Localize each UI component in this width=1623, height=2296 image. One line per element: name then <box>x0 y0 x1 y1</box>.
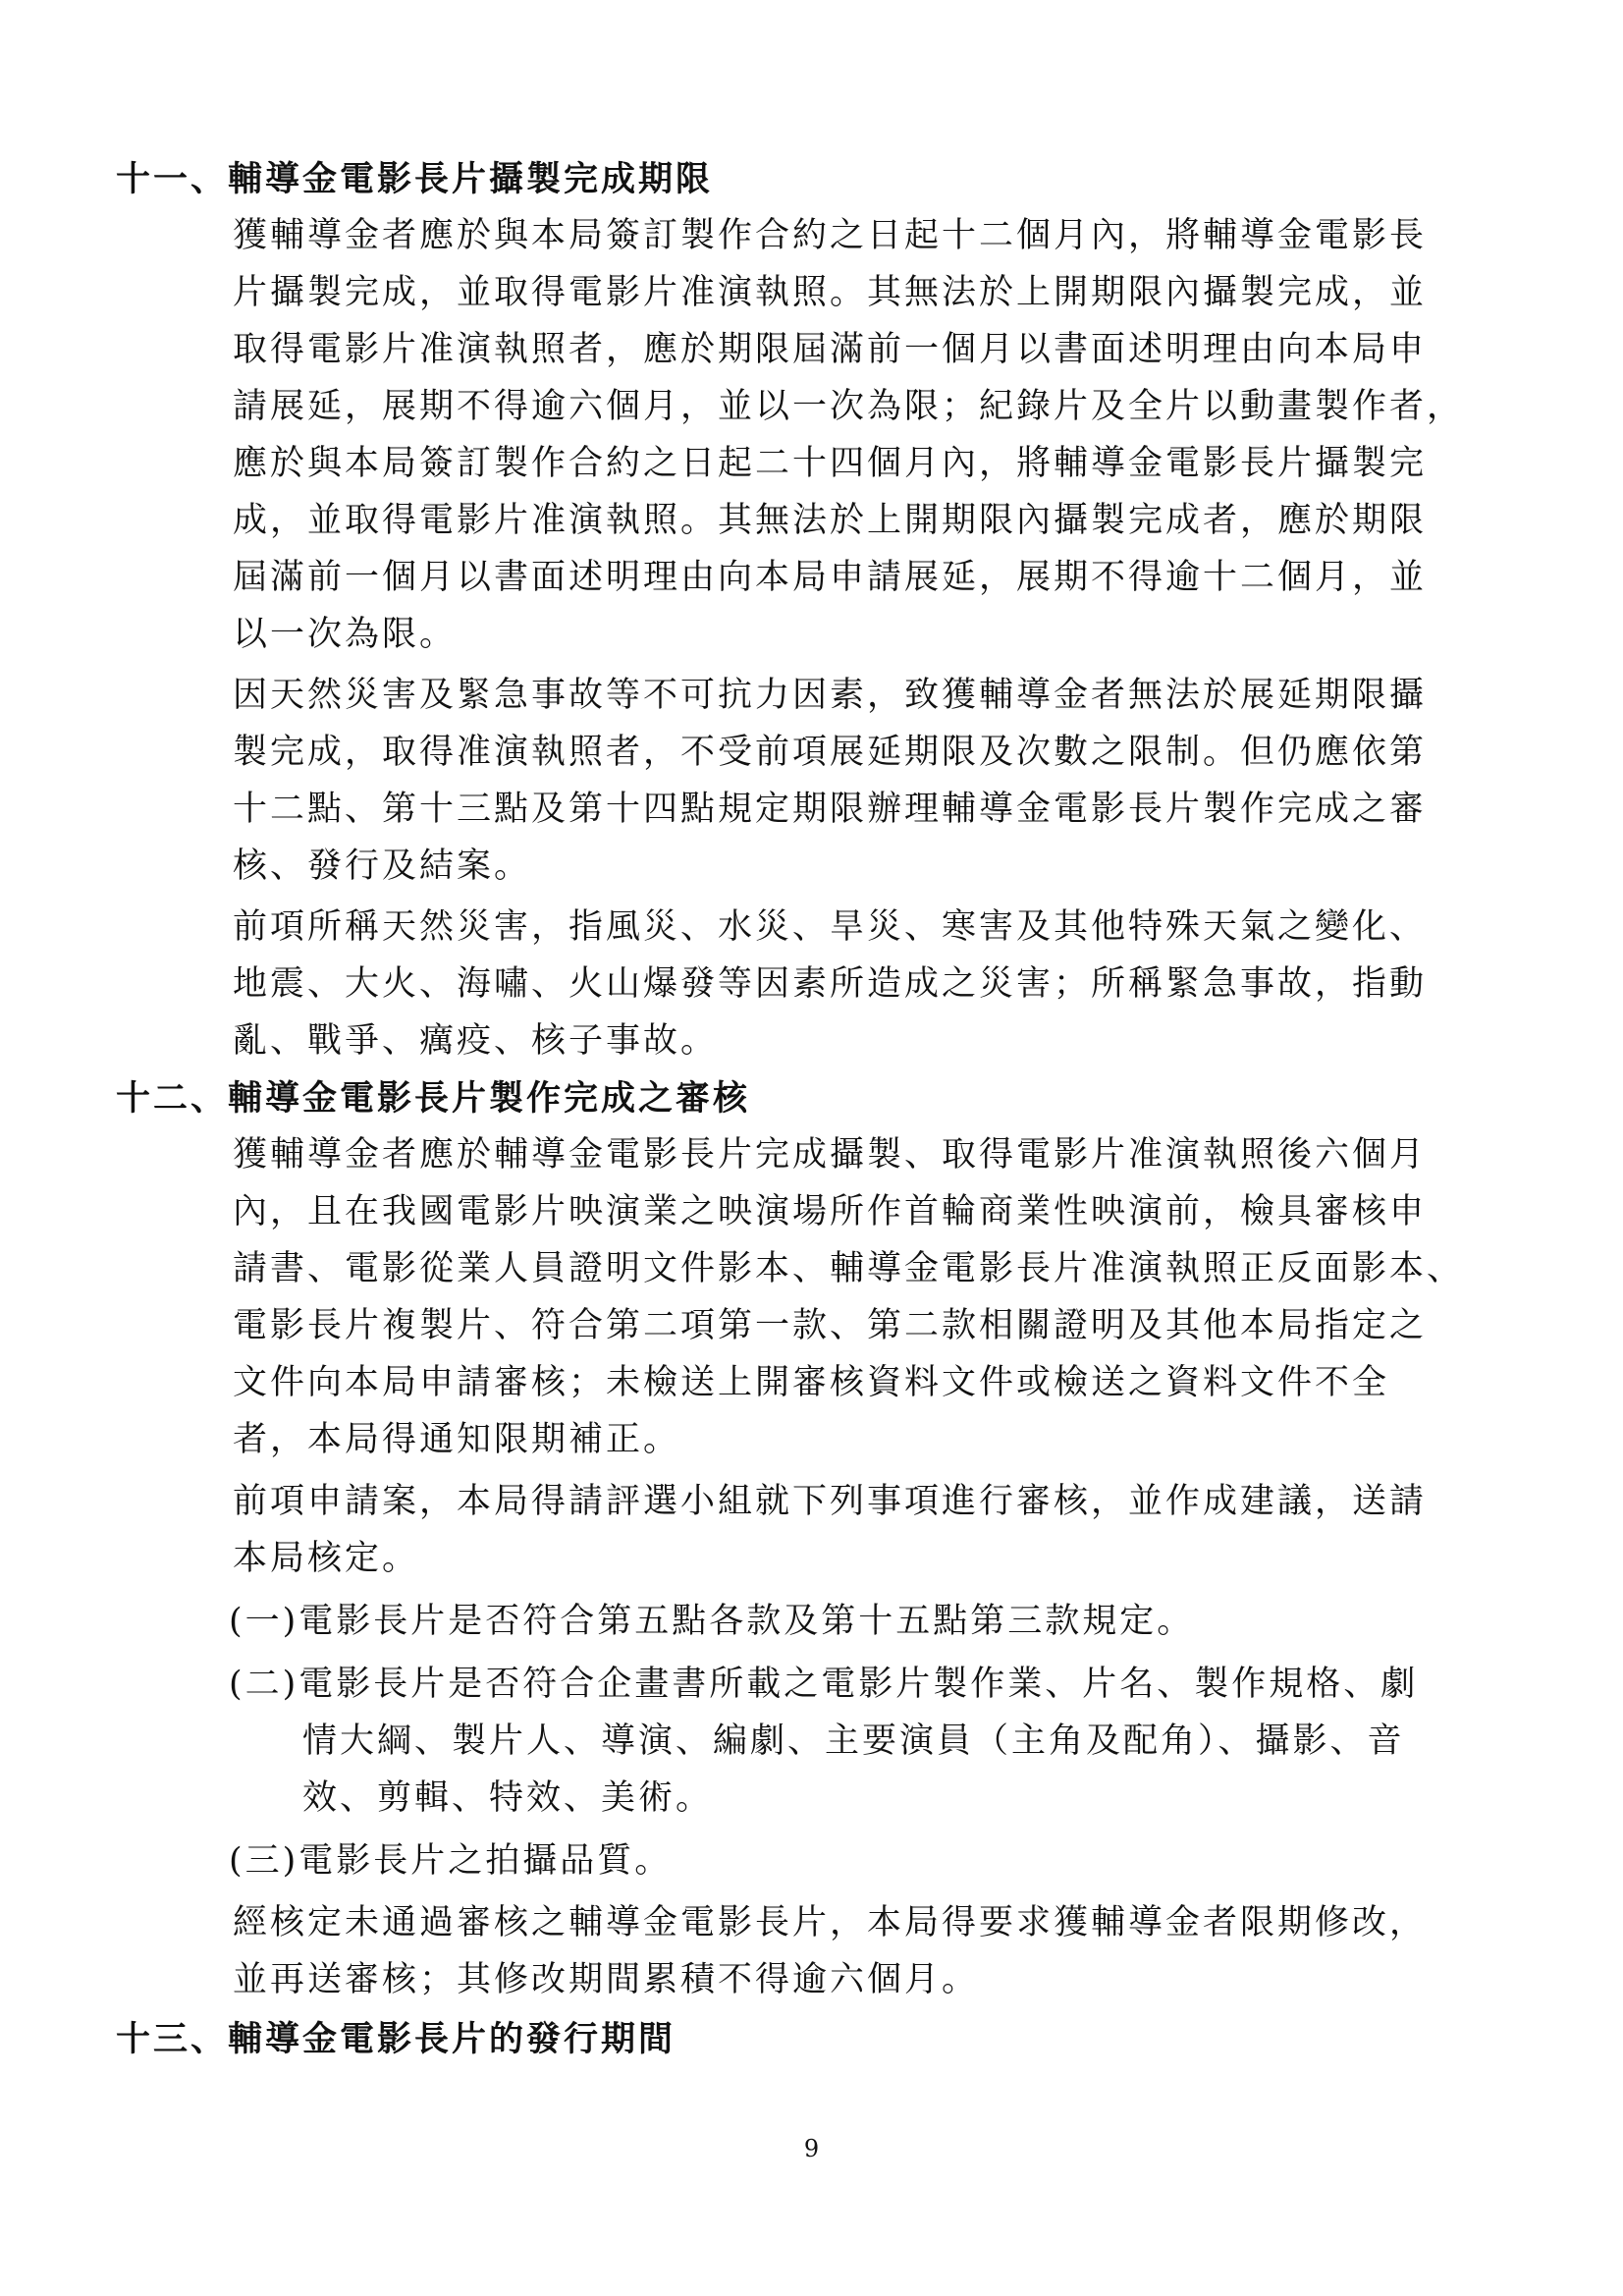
section-12-line: 請書、電影從業人員證明文件影本、輔導金電影長片准演執照正反面影本、 <box>233 1249 1465 1288</box>
section-12-line: 獲輔導金者應於輔導金電影長片完成攝製、取得電影片准演執照後六個月 <box>233 1135 1428 1175</box>
section-12-heading: 十二、輔導金電影長片製作完成之審核 <box>116 1078 751 1119</box>
section-11-line: 製完成，取得准演執照者，不受前項展延期限及次數之限制。但仍應依第 <box>233 733 1428 772</box>
section-12-line: 者，本局得通知限期補正。 <box>233 1420 681 1459</box>
section-12-line: 前項申請案，本局得請評選小組就下列事項進行審核，並作成建議，送請 <box>233 1482 1428 1521</box>
list-item: (二)電影長片是否符合企畫書所載之電影片製作業、片名、製作規格、劇 <box>229 1665 1419 1704</box>
section-11-line: 應於與本局簽訂製作合約之日起二十四個月內，將輔導金電影長片攝製完 <box>233 444 1428 483</box>
section-11-line: 取得電影片准演執照者，應於期限屆滿前一個月以書面述明理由向本局申 <box>233 330 1428 369</box>
section-11-heading: 十一、輔導金電影長片攝製完成期限 <box>116 159 714 199</box>
section-12-line: 電影長片複製片、符合第二項第一款、第二款相關證明及其他本局指定之 <box>233 1306 1428 1345</box>
section-12-closing-line: 經核定未通過審核之輔導金電影長片，本局得要求獲輔導金者限期修改， <box>233 1903 1428 1942</box>
section-11-line: 請展延，展期不得逾六個月，並以一次為限；紀錄片及全片以動畫製作者， <box>233 387 1465 426</box>
list-item-continuation: 效、剪輯、特效、美術。 <box>302 1778 714 1818</box>
section-11-line: 獲輔導金者應於與本局簽訂製作合約之日起十二個月內，將輔導金電影長 <box>233 216 1428 255</box>
list-item: (三)電影長片之拍攝品質。 <box>229 1841 673 1881</box>
section-12-line: 文件向本局申請審核；未檢送上開審核資料文件或檢送之資料文件不全 <box>233 1363 1390 1402</box>
section-11-line: 片攝製完成，並取得電影片准演執照。其無法於上開期限內攝製完成，並 <box>233 273 1428 312</box>
list-item: (一)電影長片是否符合第五點各款及第十五點第三款規定。 <box>229 1602 1195 1641</box>
list-item-continuation: 情大綱、製片人、導演、編劇、主要演員（主角及配角）、攝影、音 <box>302 1722 1405 1761</box>
section-11-line: 前項所稱天然災害，指風災、水災、旱災、寒害及其他特殊天氣之變化、 <box>233 907 1428 947</box>
section-11-line: 成，並取得電影片准演執照。其無法於上開期限內攝製完成者，應於期限 <box>233 501 1428 540</box>
section-12-line: 本局核定。 <box>233 1539 420 1578</box>
section-12-closing-line: 並再送審核；其修改期間累積不得逾六個月。 <box>233 1960 980 1999</box>
section-11-line: 十二點、第十三點及第十四點規定期限辦理輔導金電影長片製作完成之審 <box>233 790 1428 829</box>
section-11-line: 以一次為限。 <box>233 615 458 654</box>
section-11-line: 核、發行及結案。 <box>233 847 532 886</box>
section-11-line: 亂、戰爭、癘疫、核子事故。 <box>233 1021 719 1061</box>
section-11-line: 因天然災害及緊急事故等不可抗力因素，致獲輔導金者無法於展延期限攝 <box>233 676 1428 715</box>
page-number: 9 <box>803 2135 820 2162</box>
section-12-line: 內，且在我國電影片映演業之映演場所作首輪商業性映演前，檢具審核申 <box>233 1192 1428 1231</box>
section-11-line: 地震、大火、海嘯、火山爆發等因素所造成之災害；所稱緊急事故，指動 <box>233 964 1428 1004</box>
section-11-line: 屆滿前一個月以書面述明理由向本局申請展延，展期不得逾十二個月，並 <box>233 558 1428 597</box>
section-13-heading: 十三、輔導金電影長片的發行期間 <box>116 2019 676 2059</box>
